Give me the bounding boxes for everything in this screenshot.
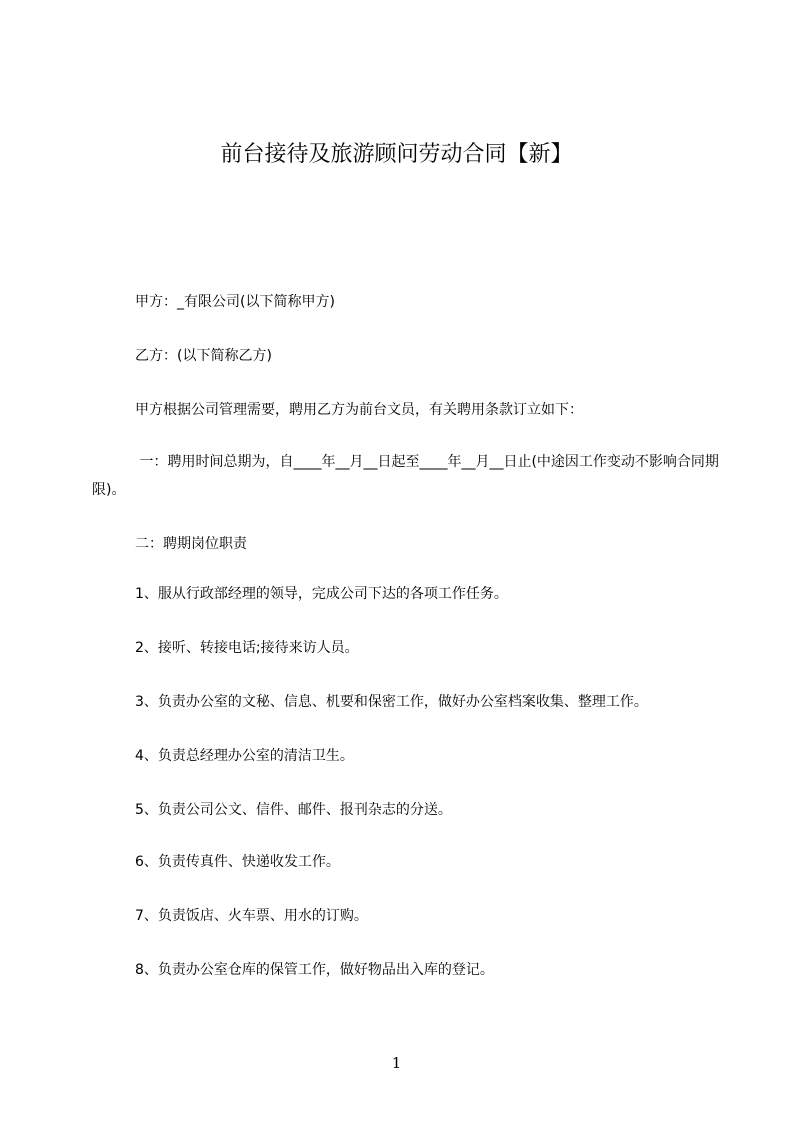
duty-item: 1、服从行政部经理的领导，完成公司下达的各项工作任务。 bbox=[135, 586, 508, 602]
duty-item: 6、负责传真件、快递收发工作。 bbox=[135, 854, 340, 870]
document-title: 前台接待及旅游顾问劳动合同【新】 bbox=[220, 142, 573, 167]
party-b-line: 乙方：(以下简称乙方) bbox=[135, 348, 272, 364]
duty-item: 3、负责办公室的文秘、信息、机要和保密工作，做好办公室档案收集、整理工作。 bbox=[135, 694, 648, 710]
clause-2-heading: 二：聘期岗位职责 bbox=[135, 536, 247, 552]
duty-item: 2、接听、转接电话;接待来访人员。 bbox=[135, 640, 359, 656]
duty-item: 8、负责办公室仓库的保管工作，做好物品出入库的登记。 bbox=[135, 962, 494, 978]
duty-item: 5、负责公司公文、信件、邮件、报刊杂志的分送。 bbox=[135, 802, 452, 818]
duty-item: 7、负责饭店、火车票、用水的订购。 bbox=[135, 908, 368, 924]
intro-paragraph: 甲方根据公司管理需要，聘用乙方为前台文员，有关聘用条款订立如下： bbox=[135, 402, 583, 418]
duty-item: 4、负责总经理办公室的清洁卫生。 bbox=[135, 748, 354, 764]
page-number: 1 bbox=[391, 1054, 402, 1072]
party-a-line: 甲方：_有限公司(以下简称甲方) bbox=[135, 294, 335, 310]
clause-1-paragraph: 一：聘用时间总期为，自____年__月__日起至____年__月__日止(中途因工作变动不影响合同期限)。 bbox=[92, 454, 719, 498]
